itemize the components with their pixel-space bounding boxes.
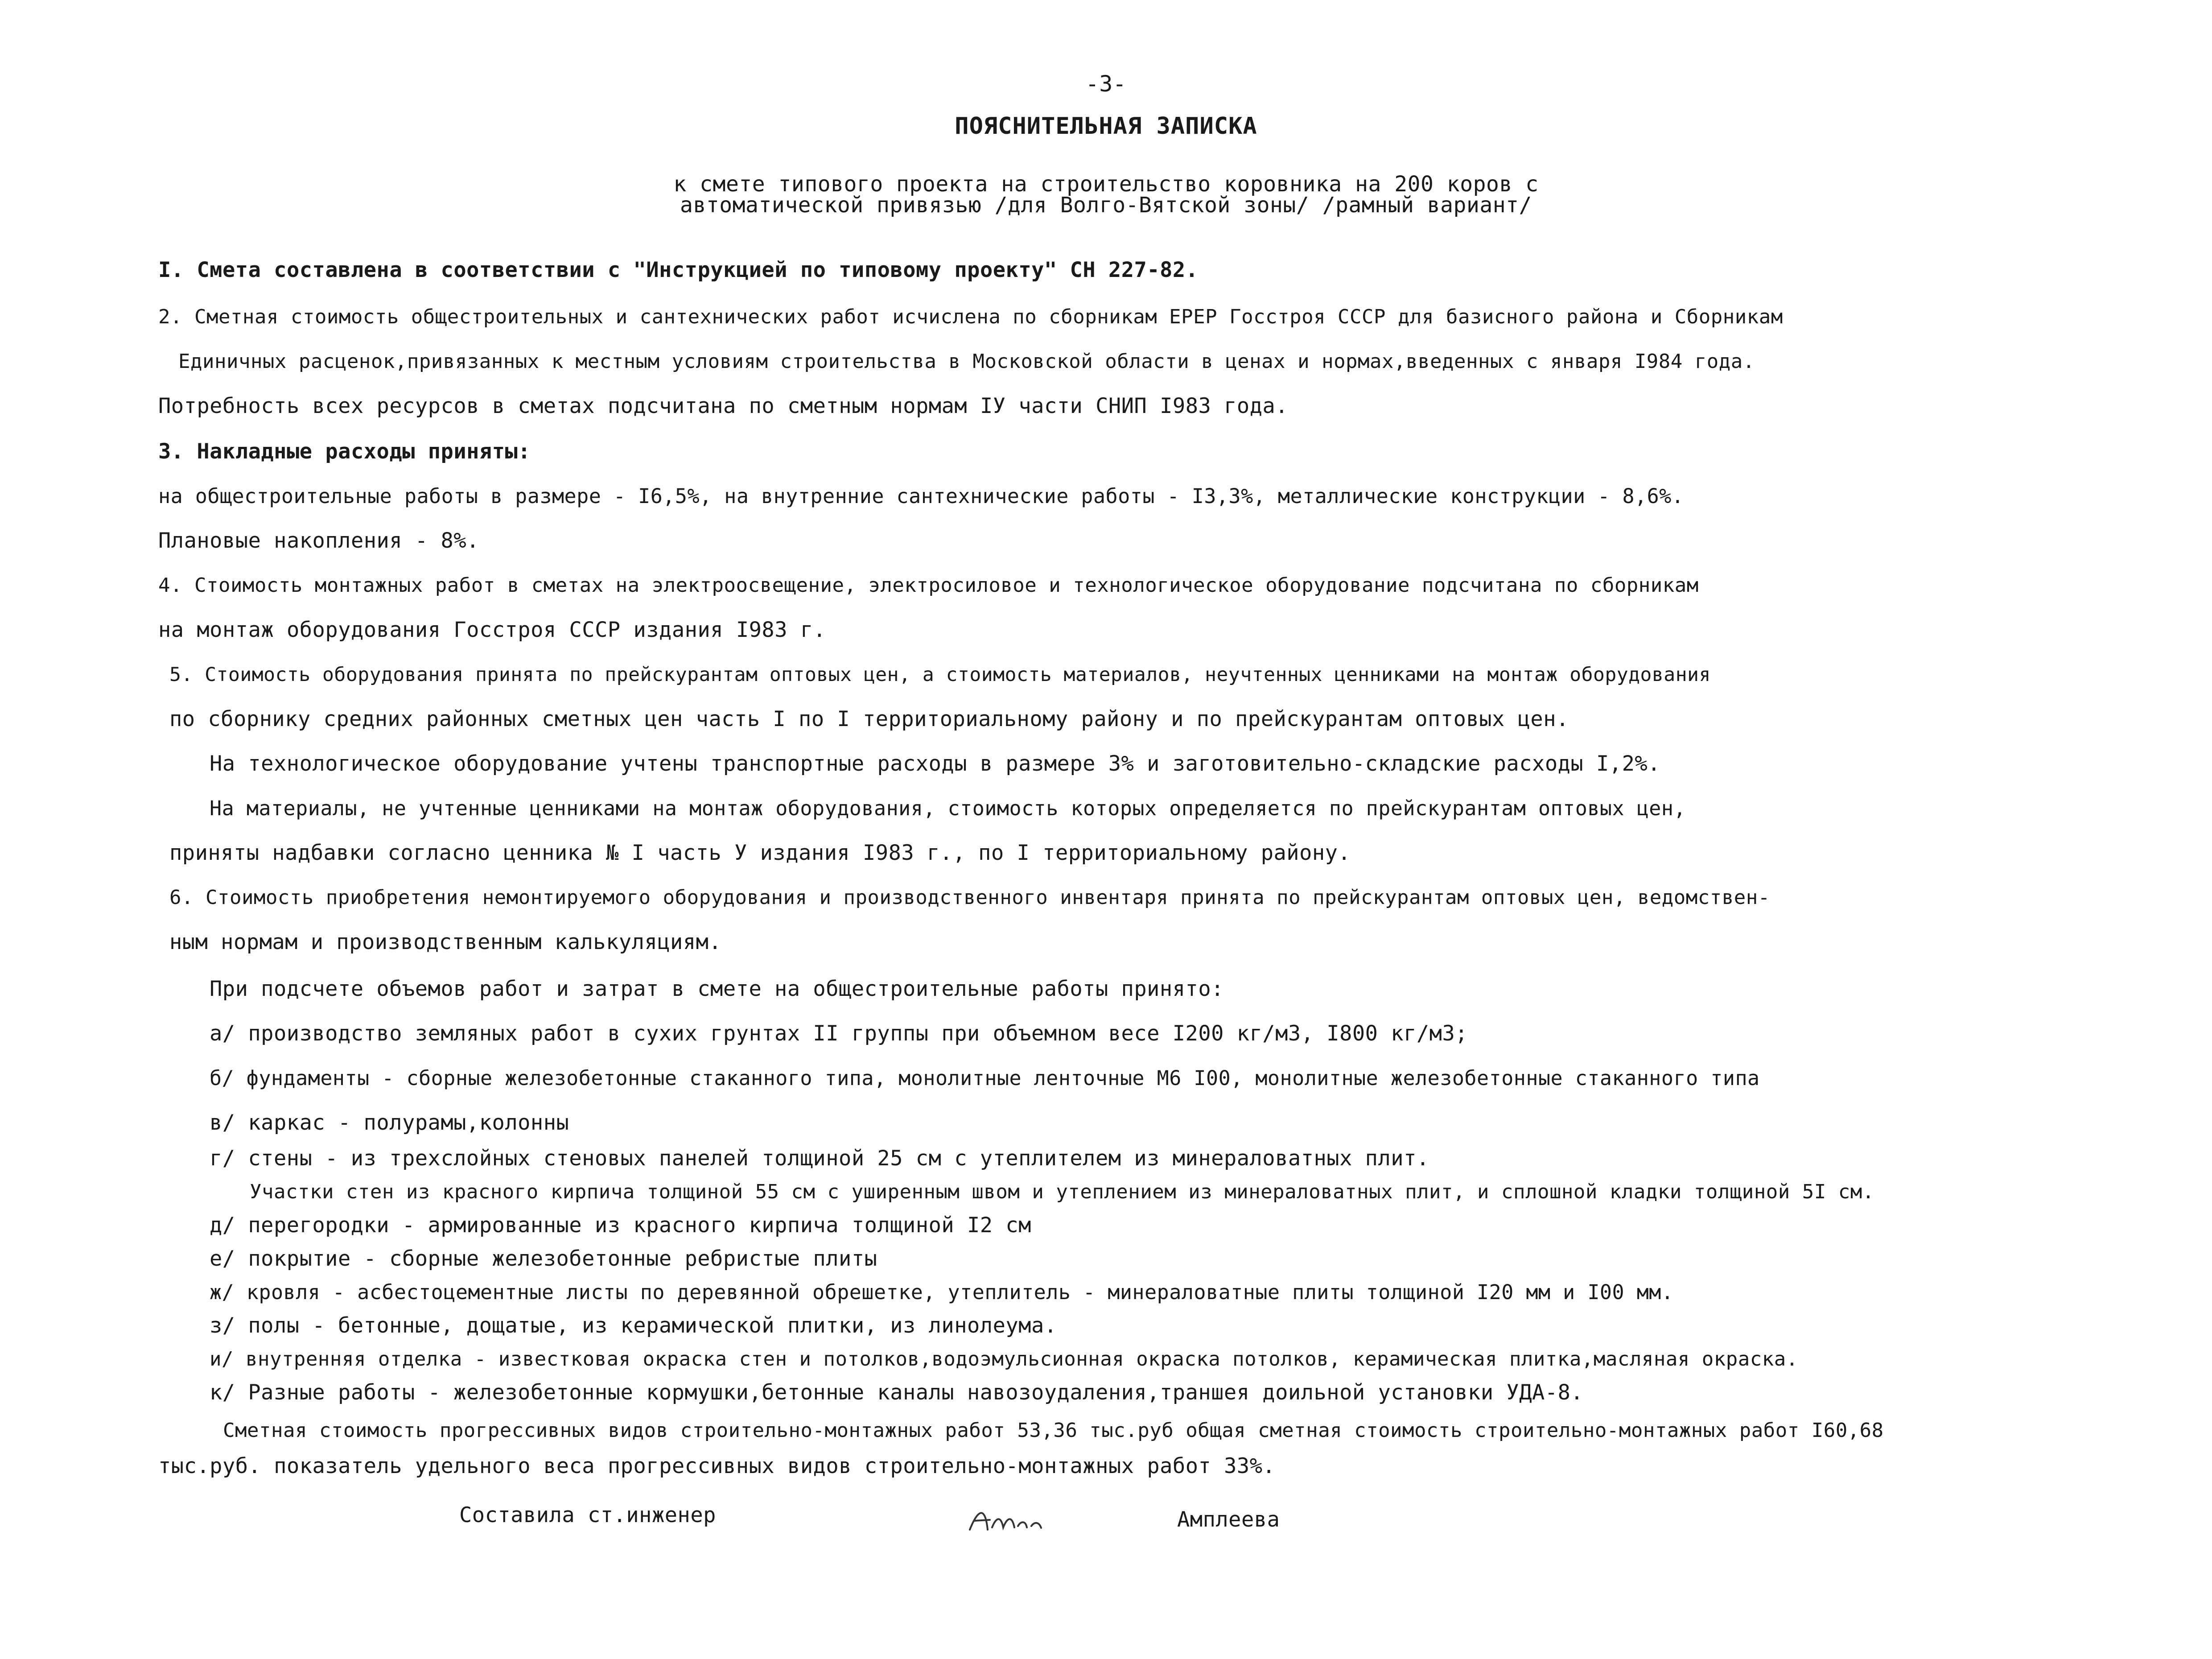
list-item-z: з/ полы - бетонные, дощатые, из керамической плитки, из линолеума.: [210, 1313, 1057, 1338]
list-item-i: и/ внутренняя отделка - известковая окраска стен и потолков,водоэмульсионная окраска потолков, керамическая плитка,масляная окраска.: [210, 1348, 1798, 1370]
list-item-b: б/ фундаменты - сборные железобетонные стаканного типа, монолитные ленточные М6 I00, монолитные железобетонные стаканного типа: [210, 1066, 1760, 1090]
paragraph-4-line-2: на монтаж оборудования Госстроя СССР издания I983 г.: [158, 618, 826, 642]
paragraph-5-line-4: На материалы, не учтенные ценниками на монтаж оборудования, стоимость которых определяется по прейскурантам оптовых цен,: [210, 796, 1686, 820]
signature-name: Амплеева: [1177, 1507, 1280, 1532]
list-item-g: г/ стены - из трехслойных стеновых панелей толщиной 25 см с утеплителем из минераловатных плит.: [210, 1146, 1429, 1171]
list-item-d: д/ перегородки - армированные из красного кирпича толщиной I2 см: [210, 1213, 1031, 1238]
paragraph-5-line-1: 5. Стоимость оборудования принята по прейскурантам оптовых цен, а стоимость материалов, неучтенных ценниками на монтаж оборудования: [169, 664, 1711, 686]
paragraph-3-line-1: на общестроительные работы в размере - I6,5%, на внутренние сантехнические работы - I3,3%, металлические конструкции - 8,6%.: [158, 484, 1684, 508]
summary-line-1: Сметная стоимость прогрессивных видов строительно-монтажных работ 53,36 тыс.руб общая сметная стоимость строительно-монтажных работ I60,68: [223, 1419, 1884, 1442]
summary-line-2: тыс.руб. показатель удельного веса прогрессивных видов строительно-монтажных работ 33%.: [158, 1454, 1276, 1478]
paragraph-3-heading: 3. Накладные расходы приняты:: [158, 439, 531, 464]
paragraph-2-line-2: Единичных расценок,привязанных к местным условиям строительства в Московской области в ценах и нормах,введенных с января I984 года.: [178, 350, 1755, 373]
list-item-a: а/ производство земляных работ в сухих грунтах II группы при объемном весе I200 кг/м3, I800 кг/м3;: [210, 1021, 1468, 1046]
paragraph-1: I. Смета составлена в соответствии с "Инструкцией по типовому проекту" СН 227-82.: [158, 258, 1199, 282]
list-item-e: е/ покрытие - сборные железобетонные ребристые плиты: [210, 1246, 877, 1271]
signature-role: Составила ст.инженер: [459, 1503, 716, 1527]
page-title: ПОЯСНИТЕЛЬНАЯ ЗАПИСКА: [955, 113, 1257, 140]
paragraph-6-line-1: 6. Стоимость приобретения немонтируемого оборудования и производственного инвентаря принята по прейскурантам оптовых цен, ведомствен-: [169, 886, 1770, 909]
subtitle-line-1: к смете типового проекта на строительство коровника на 200 коров с: [673, 172, 1539, 197]
paragraph-5-line-3: На технологическое оборудование учтены транспортные расходы в размере 3% и заготовительно-складские расходы I,2%.: [210, 751, 1660, 776]
paragraph-5-line-5: приняты надбавки согласно ценника № I часть У издания I983 г., по I территориальному району.: [169, 841, 1351, 865]
handwritten-signature-icon: [965, 1503, 1050, 1546]
paragraph-6-line-2: ным нормам и производственным калькуляциям.: [169, 930, 722, 954]
list-item-v: в/ каркас - полурамы,колонны: [210, 1110, 569, 1135]
list-item-g-continuation: Участки стен из красного кирпича толщиной 55 см с уширенным швом и утеплением из минераловатных плит, и сплошной кладки толщиной 5I см.: [250, 1180, 1874, 1203]
paragraph-2-line-3: Потребность всех ресурсов в сметах подсчитана по сметным нормам IУ части СНИП I983 года.: [158, 394, 1289, 418]
subtitle-line-2: автоматической привязью /для Волго-Вятской зоны/ /рамный вариант/: [680, 193, 1532, 218]
paragraph-2-line-1: 2. Сметная стоимость общестроительных и сантехнических работ исчислена по сборникам ЕРЕР Госстроя СССР для базисного района и Сборникам: [158, 305, 1783, 328]
list-item-zh: ж/ кровля - асбестоцементные листы по деревянной обрешетке, утеплитель - минераловатные плиты толщиной I20 мм и I00 мм.: [210, 1280, 1674, 1304]
list-intro: При подсчете объемов работ и затрат в смете на общестроительные работы принято:: [210, 977, 1224, 1001]
paragraph-5-line-2: по сборнику средних районных сметных цен часть I по I территориальному району и по прейскурантам оптовых цен.: [169, 707, 1569, 731]
list-item-k: к/ Разные работы - железобетонные кормушки,бетонные каналы навозоудаления,траншея доильной установки УДА-8.: [210, 1380, 1584, 1405]
paragraph-3-line-2: Плановые накопления - 8%.: [158, 528, 479, 553]
page-number: -3-: [1085, 71, 1127, 97]
paragraph-4-line-1: 4. Стоимость монтажных работ в сметах на электроосвещение, электросиловое и технологическое оборудование подсчитана по сборникам: [158, 574, 1699, 597]
